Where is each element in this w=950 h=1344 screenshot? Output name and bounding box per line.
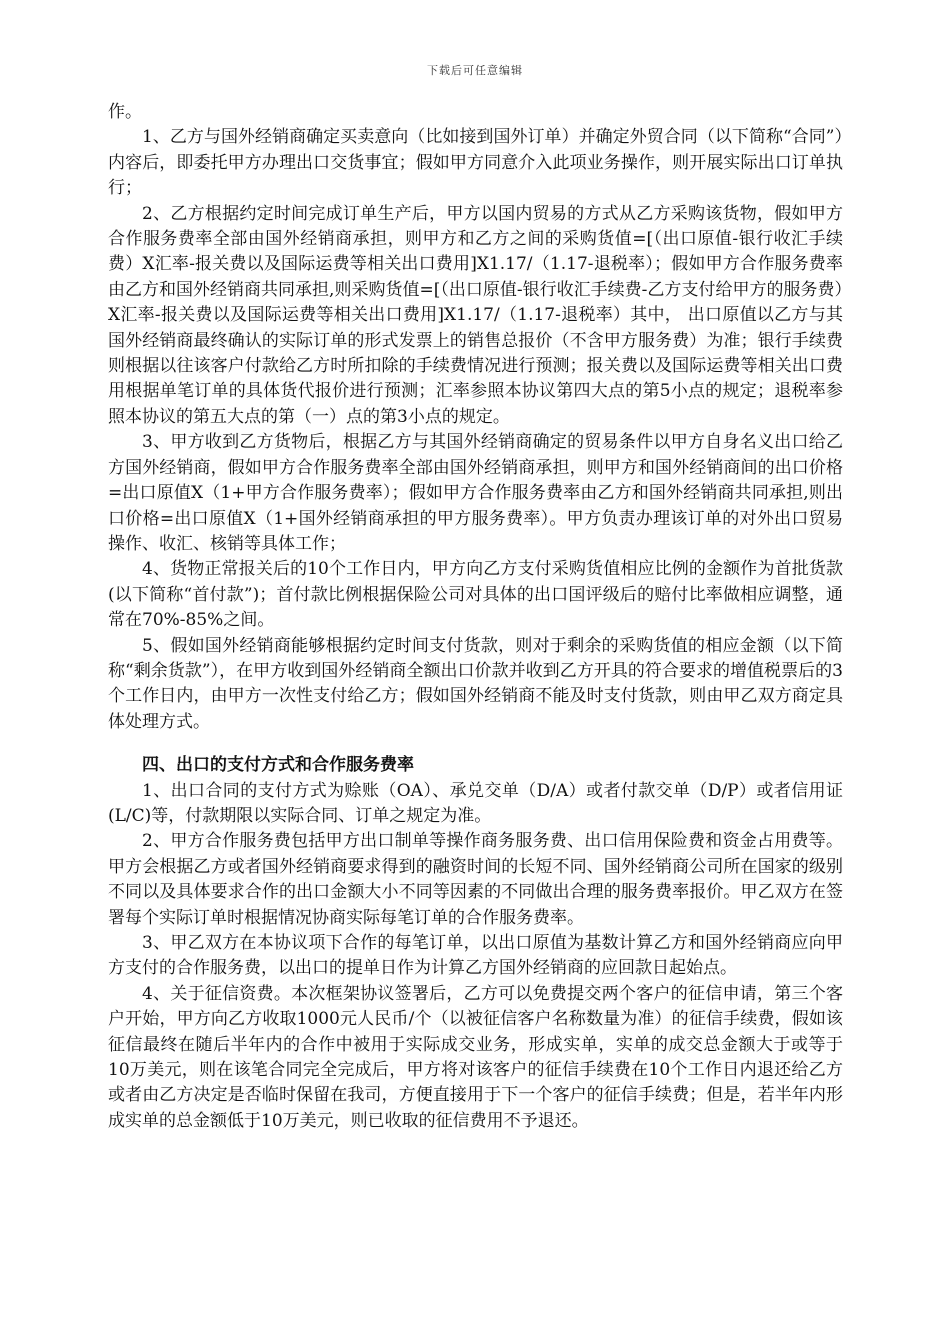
paragraph-4-1: 1、出口合同的支付方式为赊账（OA）、承兑交单（D/A）或者付款交单（D/P）或者信用证(L/C)等，付款期限以实际合同、订单之规定为准。 [108, 780, 843, 826]
paragraph-3-3: 3、甲方收到乙方货物后，根据乙方与其国外经销商确定的贸易条件以甲方自身名义出口给乙方国外经销商，假如甲方合作服务费率全部由国外经销商承担，则甲方和国外经销商间的出口价格=出口原值X（1+甲方合作服务费率）；假如甲方合作服务费率由乙方和国外经销商共同承担,则出口价格=出口原值X（1+国外经销商承担的甲方服务费率）。甲方负责办理该订单的对外出口贸易操作、收汇、核销等具体工作； [108, 432, 843, 554]
paragraph-4-3: 3、甲乙双方在本协议项下合作的每笔订单，以出口原值为基数计算乙方和国外经销商应向甲方支付的合作服务费，以出口的提单日作为计算乙方国外经销商的应回款日起始点。 [108, 933, 843, 979]
section-title-4: 四、出口的支付方式和合作服务费率 [142, 755, 414, 776]
paragraph-3-5: 5、假如国外经销商能够根据约定时间支付货款，则对于剩余的采购货值的相应金额（以下简称“剩余货款”），在甲方收到国外经销商全额出口价款并收到乙方开具的符合要求的增值税票后的3个工作日内，由甲方一次性支付给乙方；假如国外经销商不能及时支付货款，则由甲乙双方商定具体处理方式。 [108, 635, 843, 732]
paragraph-4-2: 2、甲方合作服务费包括甲方出口制单等操作商务服务费、出口信用保险费和资金占用费等。甲方会根据乙方或者国外经销商要求得到的融资时间的长短不同、国外经销商公司所在国家的级别不同以及具体要求合作的出口金额大小不同等因素的不同做出合理的服务费率报价。甲乙双方在签署每个实际订单时根据情况协商实际每笔订单的合作服务费率。 [108, 831, 843, 928]
paragraph-3-2: 2、乙方根据约定时间完成订单生产后，甲方以国内贸易的方式从乙方采购该货物，假如甲方合作服务费率全部由国外经销商承担，则甲方和乙方之间的采购货值=[（出口原值-银行收汇手续费）X汇率-报关费以及国际运费等相关出口费用]X1.17/（1.17-退税率）；假如甲方合作服务费率由乙方和国外经销商共同承担,则采购货值=[（出口原值-银行收汇手续费-乙方支付给甲方的服务费）X汇率-报关费以及国际运费等相关出口费用]X1.17/（1.17-退税率）其中， 出口原值以乙方与其国外经销商最终确认的实际订单的形式发票上的销售总报价（不含甲方服务费）为准；银行手续费则根据以往该客户付款给乙方时所扣除的手续费情况进行预测；报关费以及国际运费等相关出口费用根据单笔订单的具体货代报价进行预测；汇率参照本协议第四大点的第5小点的规定；退税率参照本协议的第五大点的第（一）点的第3小点的规定。 [108, 203, 843, 427]
paragraph-3-4: 4、货物正常报关后的10个工作日内，甲方向乙方支付采购货值相应比例的金额作为首批货款(以下简称“首付款”)；首付款比例根据保险公司对具体的出口国评级后的赔付比率做相应调整，通常在70%-85%之间。 [108, 559, 843, 631]
paragraph-intro-tail: 作。 [108, 102, 142, 122]
page-header: 下载后可任意编辑 [427, 64, 523, 77]
paragraph-3-1: 1、乙方与国外经销商确定买卖意向（比如接到国外订单）并确定外贸合同（以下简称“合同”）内容后，即委托甲方办理出口交货事宜；假如甲方同意介入此项业务操作，则开展实际出口订单执行； [108, 127, 843, 199]
document-body [108, 100, 843, 1134]
paragraph-4-4: 4、关于征信资费。本次框架协议签署后，乙方可以免费提交两个客户的征信申请，第三个客户开始，甲方向乙方收取1000元人民币/个（以被征信客户名称数量为准）的征信手续费，假如该征信最终在随后半年内的合作中被用于实际成交业务，形成实单，实单的成交总金额大于或等于10万美元，则在该笔合同完全完成后，甲方将对该客户的征信手续费在10个工作日内退还给乙方或者由乙方决定是否临时保留在我司，方便直接用于下一个客户的征信手续费；但是，若半年内形成实单的总金额低于10万美元，则已收取的征信费用不予退还。 [108, 983, 843, 1131]
